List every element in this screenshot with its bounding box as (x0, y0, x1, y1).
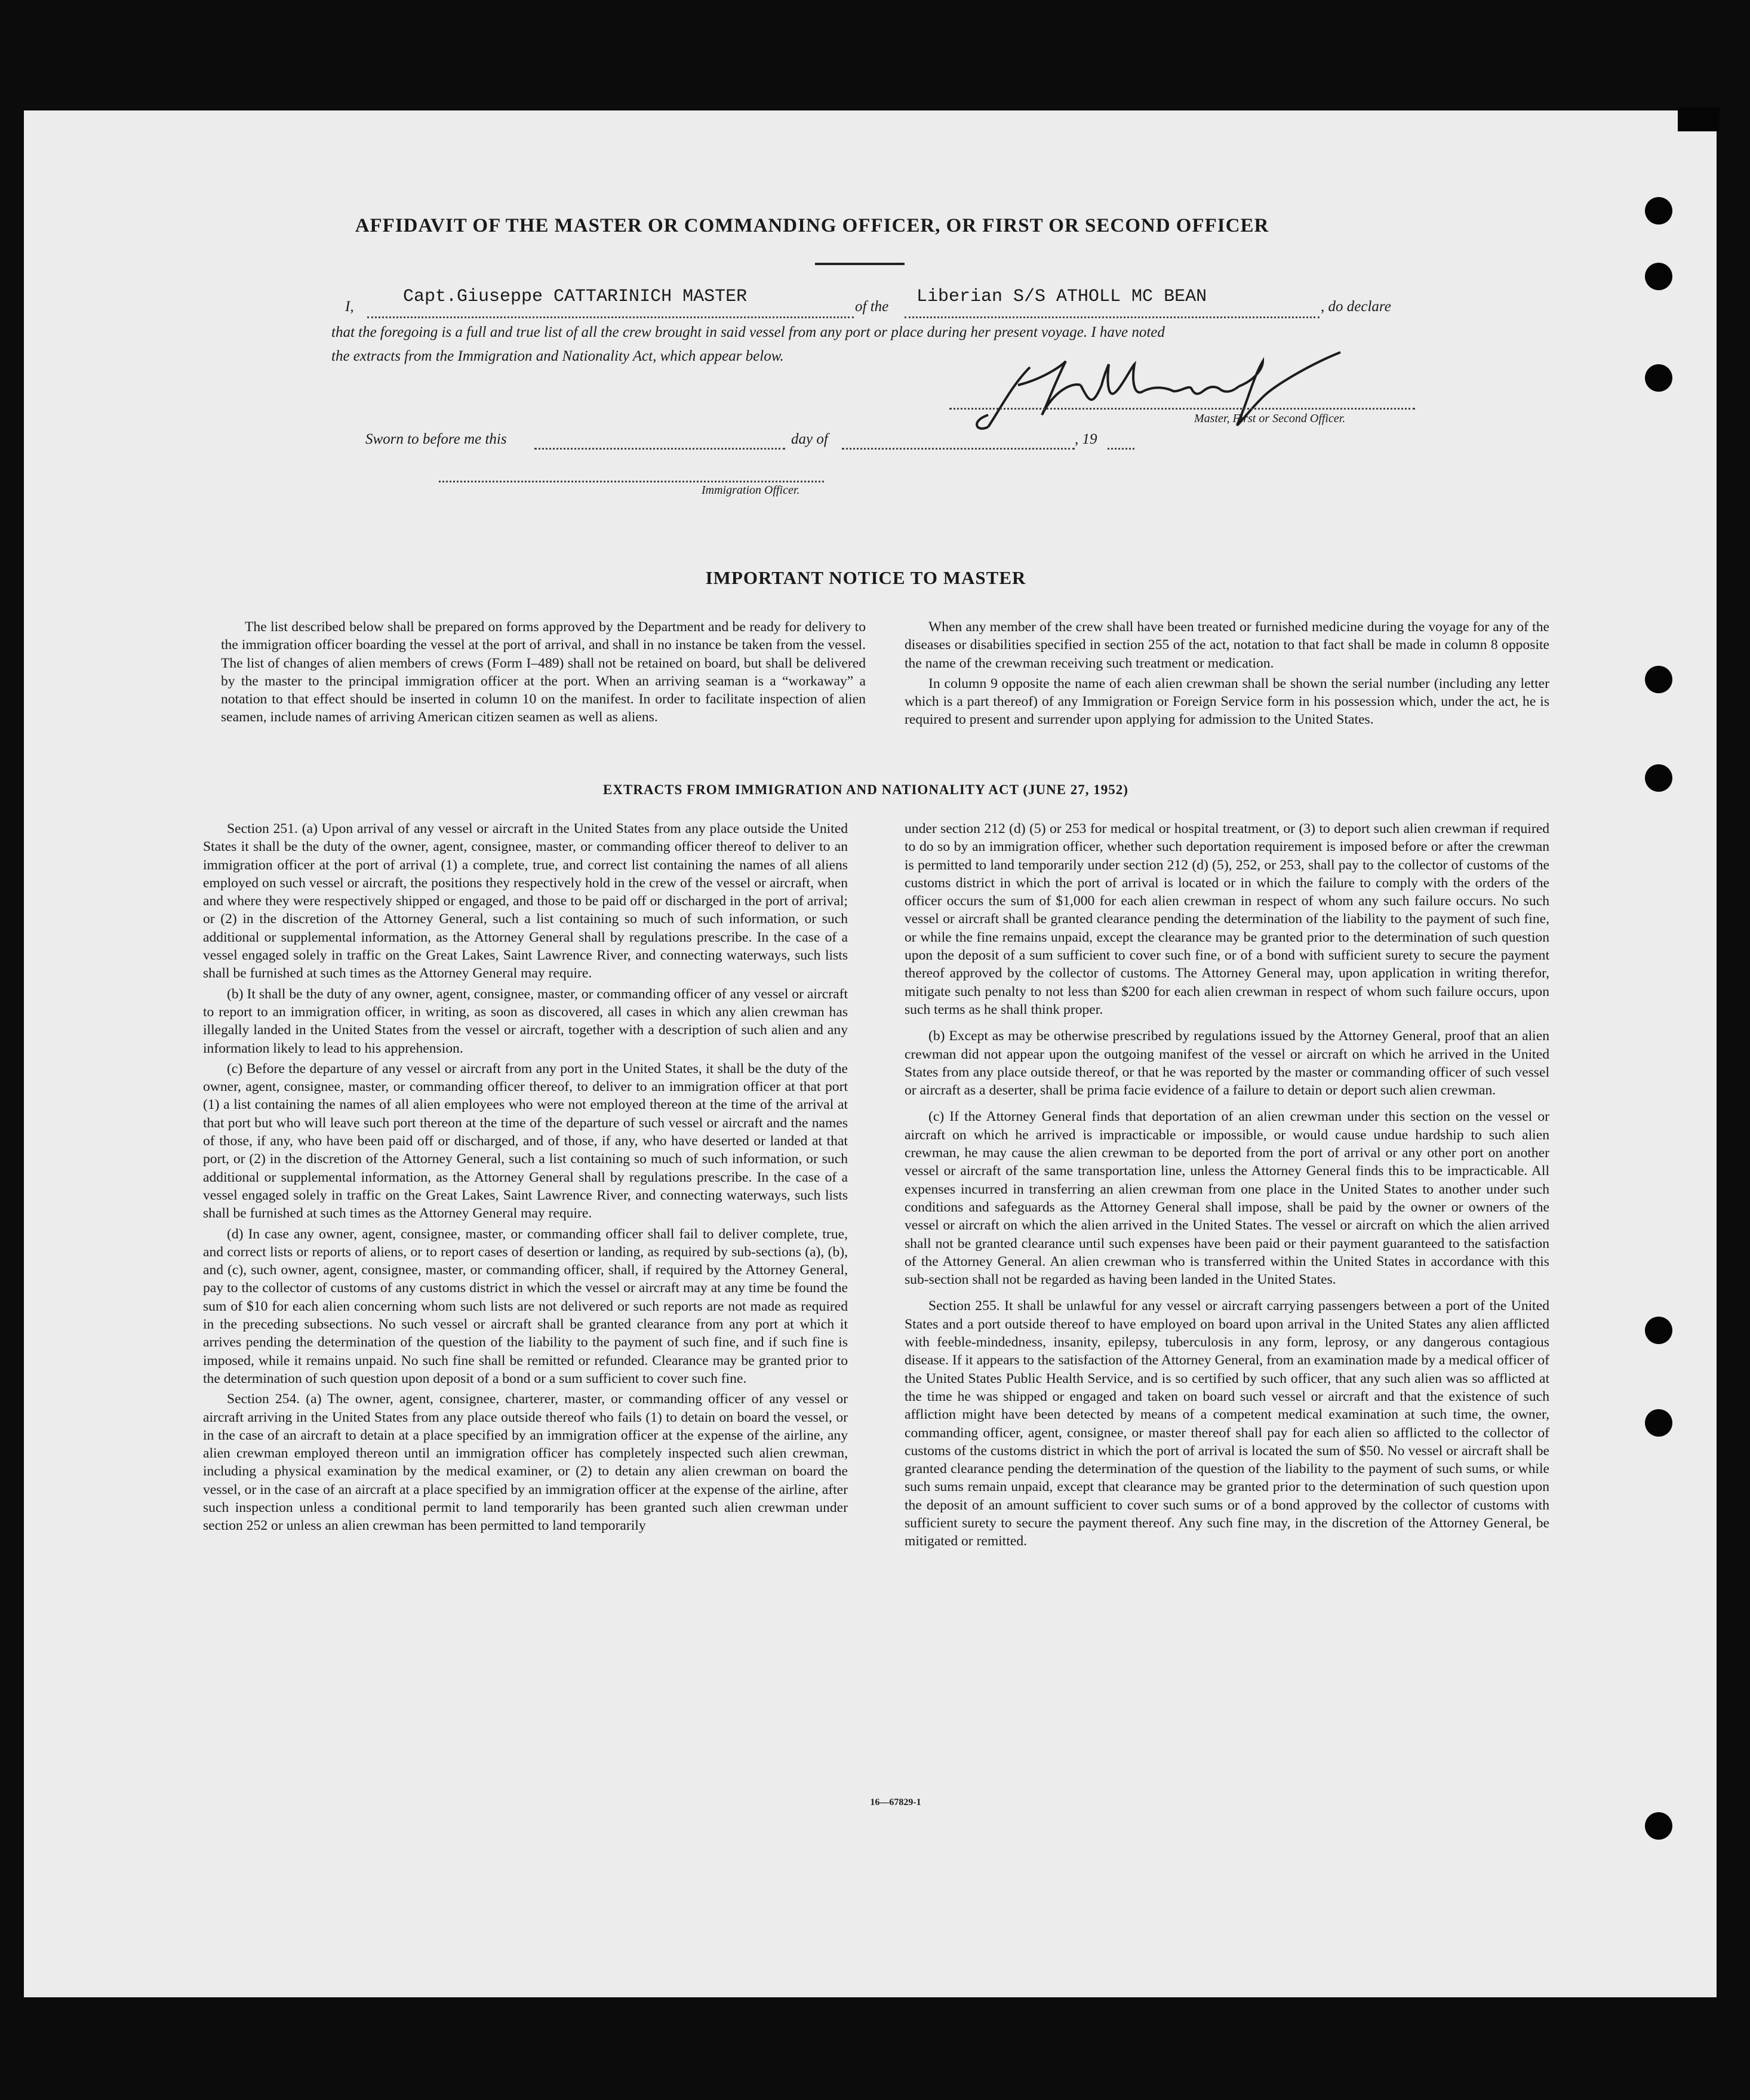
form-code: 16—67829-1 (870, 1797, 921, 1807)
notice-right-column (905, 618, 1549, 731)
sworn-label: Sworn to before me this (365, 431, 507, 447)
declaration-line-1: that the foregoing is a full and true list of all the crew brought in said vessel from any port or place during her present voyage. I have noted (331, 324, 1165, 340)
section-paragraph: (c) If the Attorney General finds that deportation of an alien crewman under this section on the vessel or aircraft on which he arrived is impracticable or impossible, or would cause undue hardship to such alien crewman, he may cause the alien crewman to be deported from the port of arrival or any other port on another vessel or aircraft of the same transportation line, unless the Attorney General finds this to be impracticable. All expenses incurred in transferring an alien crewman from one place in the United States to another under such conditions and safeguards as the Attorney General shall impose, shall be paid by the owner or owners of the vessel or aircraft on which the alien arrived in the United States. The vessel or aircraft on which the alien arrived shall not be granted clearance until such expenses have been paid or their payment guaranteed to the satisfaction of the Attorney General. An alien crewman who is transferred within the United States in accordance with this sub-section shall not be regarded as having been landed in the United States. (905, 1109, 1549, 1288)
notice-title: IMPORTANT NOTICE TO MASTER (705, 567, 1026, 588)
of-the-label: of the (855, 299, 889, 315)
master-name-typed: Capt.Giuseppe CATTARINICH MASTER (403, 287, 748, 307)
section-paragraph: Section 254. (a) The owner, agent, consignee, charterer, master, or commanding officer of any vessel or aircraft arriving in the United States from any place outside thereof who fails (1) to detain on board the vessel, or in the case of an aircraft to detain at a place specified by an immigration officer at the expense of the airline, any alien crewman employed thereon until an immigration officer has completely inspected such alien crewman, including a physical examination by the medical examiner, or (2) to detain any alien crewman on board the vessel, or in the case of an aircraft at a place specified by an immigration officer at the expense of the airline, after such inspection unless a conditional permit to land temporarily has been granted such alien crewman under section 252 or unless an alien crewman has been permitted to land temporarily (203, 1391, 848, 1534)
punch-hole (1645, 1409, 1672, 1437)
do-declare-label: , do declare (1321, 299, 1391, 315)
punch-hole (1645, 197, 1672, 225)
officer-caption: Immigration Officer. (702, 484, 800, 497)
notice-paragraph: When any member of the crew shall have been treated or furnished medicine during the voyage for any of the diseases or disabilities specified in section 255 of the act, notation to that fact shall be made in column 8 opposite the name of the crewman receiving such treatment or medication. (905, 619, 1549, 671)
notice-left-column (221, 618, 866, 729)
section-paragraph: Section 251. (a) Upon arrival of any vessel or aircraft in the United States from any place outside the United States it shall be the duty of the owner, agent, consignee, master, or commanding officer thereof to deliver to an immigration officer at the port of arrival (1) a complete, true, and correct list containing the names of all aliens employed on such vessel or aircraft, the positions they respectively hold in the crew of the vessel or aircraft, when and where they were respectively shipped or engaged, and those to be paid off or discharged in the port of arrival; or (2) in the discretion of the Attorney General, such a list containing so much of such information, or such additional or supplemental information, as the Attorney General shall by regulations prescribe. In the case of a vessel engaged solely in traffic on the Great Lakes, Saint Lawrence River, and connecting waterways, such lists shall be furnished at such times as the Attorney General may require. (203, 821, 848, 982)
section-paragraph: Section 255. It shall be unlawful for any vessel or aircraft carrying passengers between a port of the United States and a port outside thereof to have employed on board upon arrival in the United States any alien afflicted with feeble-mindedness, insanity, epilepsy, tuberculosis in any form, leprosy, or any dangerous contagious disease. If it appears to the satisfaction of the Attorney General, from an examination made by a medical officer of the United States Public Health Service, and is so certified by such officer, that any such alien was so afflicted at the time he was shipped or engaged and taken on board such vessel or aircraft and that the existence of such affliction might have been detected by means of a competent medical examination at such time, the owner, commanding officer, agent, consignee, or master thereof shall pay for each alien so afflicted to the collector of customs of the customs district in which the port of arrival is located the sum of $50. No vessel or aircraft shall be granted clearance pending the determination of the question of the liability to the payment of such sums, or while such sums remain unpaid, except that clearance may be granted prior to the determination of such question upon the deposit of an amount sufficient to cover such sums or of a bond approved by the collector of customs with sufficient surety to secure the payment thereof. Any such fine may, in the discretion of the Attorney General, be mitigated or remitted. (905, 1298, 1549, 1549)
section-paragraph: under section 212 (d) (5) or 253 for medical or hospital treatment, or (3) to deport such alien crewman if required to do so by an immigration officer, whether such deportation requirement is imposed before or after the crewman is permitted to land temporarily under section 212 (d) (5), 252, or 253, shall pay to the collector of customs of the customs district in which the port of arrival is located or in which the failure to comply with the orders of the officer occurs the sum of $1,000 for each alien crewman in respect of whom any such failure occurs. No such vessel or aircraft shall be granted clearance pending the determination of the liability to the payment of such fine, or while the fine remains unpaid, except the clearance may be granted prior to the determination of such question upon the deposit of a sum sufficient to cover such fine, or of a bond with sufficient surety to secure the payment thereof approved by the collector of customs. The Attorney General may, upon application in writing therefor, mitigate such penalty to not less than $200 for each alien crewman in respect of whom such failure occurs, upon such terms as he shall think proper. (905, 821, 1549, 1017)
vessel-name-typed: Liberian S/S ATHOLL MC BEAN (916, 287, 1207, 307)
punch-hole (1645, 364, 1672, 392)
title-rule (815, 263, 905, 265)
sworn-day-line (534, 448, 785, 450)
extracts-left-column (203, 820, 848, 1538)
section-paragraph: (b) It shall be the duty of any owner, agent, consignee, master, or commanding officer of any vessel or aircraft to report to an immigration officer, in writing, as soon as discovered, all cases in which any alien crewman has illegally landed in the United States from the vessel or aircraft, together with a description of such alien and any information likely to lead to his apprehension. (203, 986, 848, 1056)
officer-signature-line (439, 481, 824, 482)
punch-hole (1645, 764, 1672, 792)
section-paragraph: (c) Before the departure of any vessel or aircraft from any port in the United States, it shall be the duty of the owner, agent, consignee, master, or commanding officer thereof, to deliver to an immigration officer at that port (1) a list containing the names of all alien employees who were not employed thereon at the time of the arrival at that port but who will leave such port thereon at the time of the departure of such vessel or aircraft and the names of those, if any, who have been paid off or discharged, and of those, if any, who have deserted or landed at that port, or (2) in the discretion of the Attorney General, such a list containing so much of such information, or such additional or supplemental information, as the Attorney General shall by regulations prescribe. In the case of a vessel engaged solely in traffic on the Great Lakes, Saint Lawrence River, and connecting waterways, such lists shall be furnished at such times as the Attorney General may require. (203, 1060, 848, 1222)
punch-hole (1645, 1812, 1672, 1840)
punch-hole (1645, 666, 1672, 693)
notice-paragraph: The list described below shall be prepared on forms approved by the Department and be ready for delivery to the immigration officer boarding the vessel at the port of arrival, and shall in no instance be taken from the vessel. The list of changes of alien members of crews (Form I–489) shall not be retained on board, but shall be delivered by the master to the principal immigration officer at the port. When an arriving seaman is a “workaway” a notation to that effect should be inserted in column 10 on the manifest. In order to facilitate inspection of alien seamen, include names of arriving American citizen seamen as well as aliens. (221, 619, 866, 725)
vessel-line (905, 316, 1320, 318)
sworn-month-line (842, 448, 1075, 450)
declaration-line-2: the extracts from the Immigration and Nationality Act, which appear below. (331, 348, 784, 364)
punch-hole (1645, 263, 1672, 290)
year-prefix: , 19 (1075, 431, 1097, 447)
extracts-right-column (905, 820, 1549, 1553)
notice-paragraph: In column 9 opposite the name of each alien crewman shall be shown the serial number (including any letter which is a part thereof) of any Immigration or Foreign Service form in his possession which, under the act, he is required to present and surrender upon applying for admission to the United States. (905, 675, 1549, 728)
i-label: I, (345, 299, 354, 315)
day-of-label: day of (791, 431, 828, 447)
signature-line (949, 408, 1415, 410)
name-line (367, 316, 854, 318)
extracts-title: EXTRACTS FROM IMMIGRATION AND NATIONALITY ACT (JUNE 27, 1952) (603, 782, 1128, 797)
affidavit-title: AFFIDAVIT OF THE MASTER OR COMMANDING OFFICER, OR FIRST OR SECOND OFFICER (355, 215, 1269, 236)
signature-caption: Master, First or Second Officer. (1194, 412, 1346, 425)
section-paragraph: (b) Except as may be otherwise prescribed by regulations issued by the Attorney General, proof that an alien crewman did not appear upon the outgoing manifest of the vessel or aircraft on which he arrived in the United States from any place outside thereof, or that he was reported by the master or commanding officer of such vessel or aircraft as a deserter, shall be prima facie evidence of a failure to detain or deport such alien crewman. (905, 1028, 1549, 1099)
sworn-year-line (1108, 448, 1134, 450)
scan-edge-artifact (1678, 107, 1720, 131)
punch-hole (1645, 1317, 1672, 1344)
section-paragraph: (d) In case any owner, agent, consignee, master, or commanding officer shall fail to deliver complete, true, and correct lists or reports of aliens, or to report cases of desertion or landing, as required by sub-sections (a), (b), and (c), such owner, agent, consignee, master, or commanding officer, shall, if required by the Attorney General, pay to the collector of customs of any customs district in which the vessel or aircraft may at any time be found the sum of $10 for each alien concerning whom such lists are not delivered or such reports are not made as required in the preceding subsections. No such vessel or aircraft shall be granted clearance from any port at which it arrives pending the determination of the question of the liability to the payment of such fine, and if such fine is imposed, while it remains unpaid. No such fine shall be remitted or refunded. Clearance may be granted prior to the determination of such question upon deposit of a bond or a sum sufficient to cover such fine. (203, 1226, 848, 1386)
